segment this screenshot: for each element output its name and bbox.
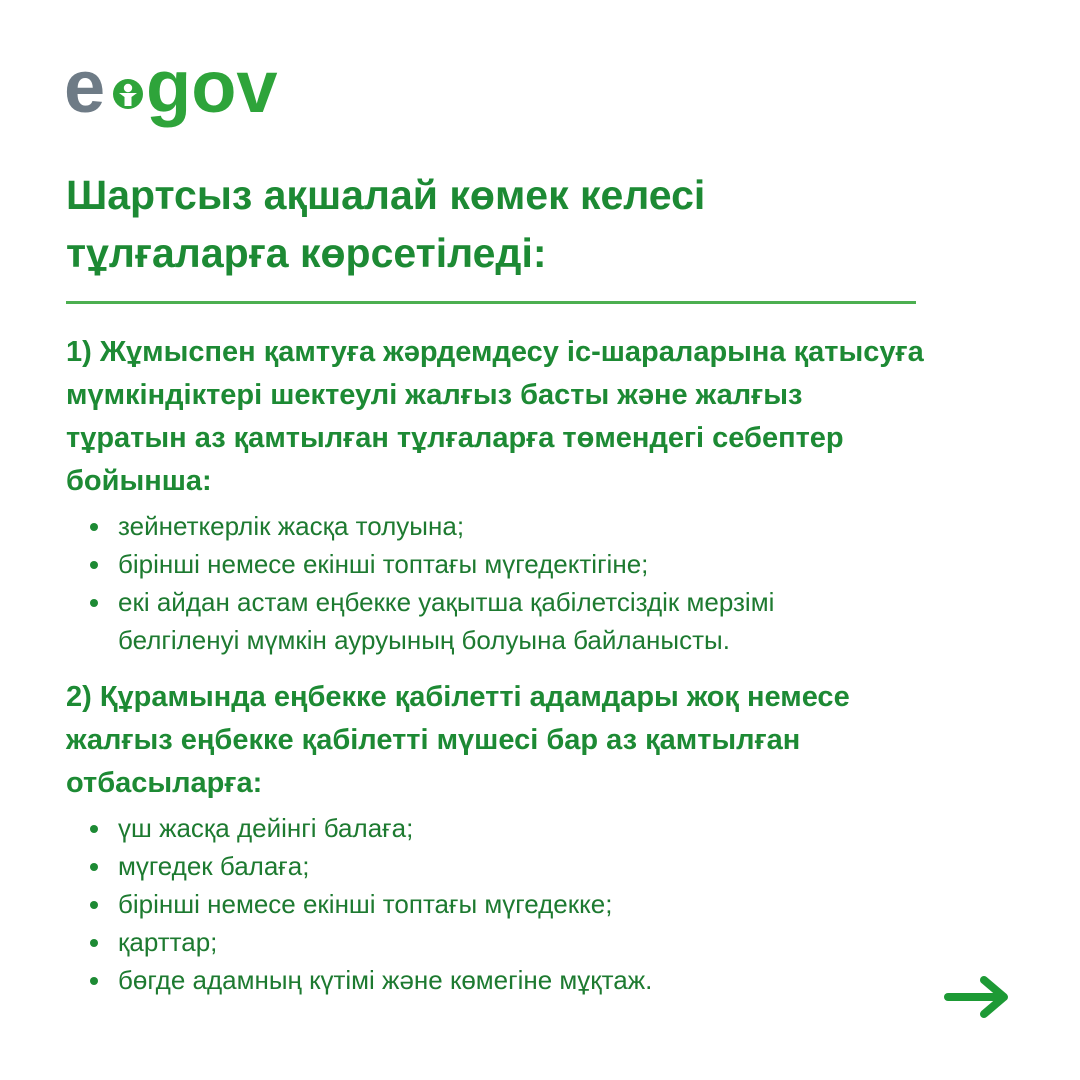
item-text: бөгде адамның күтімі және көмегіне мұқтаж. (118, 965, 653, 995)
bullet-dot-icon (90, 523, 98, 531)
item-text: белгіленуі мүмкін ауруының болуына байланысты. (118, 625, 730, 655)
heading-line: мүмкіндіктері шектеулі жалғыз басты және жалғыз (66, 379, 803, 411)
arrow-right-icon[interactable] (944, 972, 1012, 1022)
section-heading (66, 676, 1056, 805)
list-item (66, 507, 1056, 545)
item-text: екі айдан астам еңбекке уақытша қабілетсіздік мерзімі (118, 587, 775, 617)
egov-logo (64, 50, 324, 146)
item-text: мүгедек балаға; (118, 851, 310, 881)
title-line: Шартсыз ақшалай көмек келесі (66, 172, 706, 218)
item-text: зейнеткерлік жасқа толуына; (118, 511, 465, 541)
list-item (66, 923, 1056, 961)
list-item (66, 583, 1056, 659)
list-item (66, 809, 1056, 847)
section-1 (66, 331, 1056, 659)
section-2 (66, 676, 1056, 999)
list-item (66, 847, 1056, 885)
item-text: үш жасқа дейінгі балаға; (118, 813, 414, 843)
list-item (66, 545, 1056, 583)
logo-word-gov: gov (146, 50, 278, 128)
bullet-dot-icon (90, 901, 98, 909)
section-heading (66, 331, 1056, 503)
bullet-dot-icon (90, 977, 98, 985)
item-text: бірінші немесе екінші топтағы мүгедектігіне; (118, 549, 649, 579)
person-icon (113, 79, 143, 109)
bullet-dot-icon (90, 863, 98, 871)
bullet-dot-icon (90, 825, 98, 833)
bullet-list (66, 809, 1056, 999)
bullet-dot-icon (90, 599, 98, 607)
heading-line: 1) Жұмыспен қамтуға жәрдемдесу іс-шараларына қатысуға (66, 336, 924, 368)
heading-line: 2) Құрамында еңбекке қабілетті адамдары жоқ немесе (66, 681, 850, 713)
item-text: қарттар; (118, 927, 218, 957)
heading-line: жалғыз еңбекке қабілетті мүшесі бар аз қамтылған (66, 724, 801, 756)
heading-line: тұратын аз қамтылған тұлғаларға төмендегі себептер (66, 422, 844, 454)
bullet-dot-icon (90, 561, 98, 569)
heading-line: бойынша: (66, 465, 212, 497)
page-title (66, 166, 966, 282)
list-item (66, 885, 1056, 923)
bullet-dot-icon (90, 939, 98, 947)
heading-line: отбасыларға: (66, 767, 263, 799)
bullet-list (66, 507, 1056, 659)
divider (66, 301, 916, 304)
list-item (66, 961, 1056, 999)
logo-letter-e: e (64, 50, 106, 128)
item-text: бірінші немесе екінші топтағы мүгедекке; (118, 889, 613, 919)
title-line: тұлғаларға көрсетіледі: (66, 230, 547, 276)
